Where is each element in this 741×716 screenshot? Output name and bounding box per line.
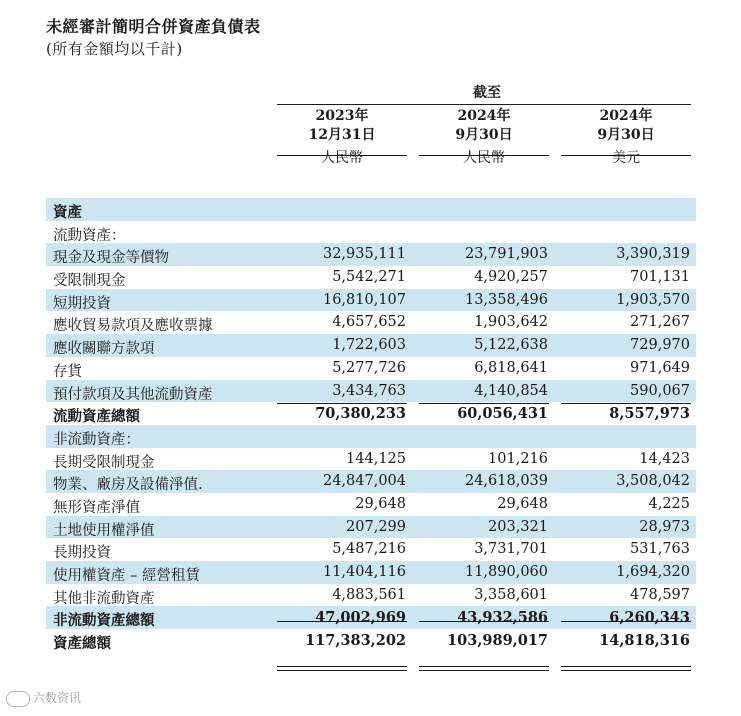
row-value: 3,508,042 <box>616 473 690 490</box>
table-row <box>46 606 696 629</box>
watermark-text: 六数资讯 <box>33 691 82 705</box>
subtotal-rule <box>561 621 691 622</box>
row-value: 14,423 <box>639 450 690 467</box>
row-label: 資產 <box>53 204 82 221</box>
row-label: 非流動資產總額 <box>53 612 155 630</box>
row-value: 117,383,202 <box>305 632 406 650</box>
row-value: 4,225 <box>648 495 690 512</box>
row-value: 8,557,973 <box>609 405 690 423</box>
subtotal-rule <box>419 621 549 622</box>
row-value: 144,125 <box>346 450 406 467</box>
statement-title: 未經審計簡明合併資產負債表 <box>46 17 261 36</box>
row-value: 70,380,233 <box>315 405 406 423</box>
column-date: 9月30日 <box>597 127 655 143</box>
row-value: 24,618,039 <box>464 473 548 490</box>
table-row <box>46 221 696 244</box>
column-currency: 人民幣 <box>463 150 505 166</box>
row-value: 4,140,854 <box>474 382 548 399</box>
row-label: 流動資產總額 <box>53 408 140 426</box>
table-row <box>46 289 696 312</box>
row-value: 3,358,601 <box>474 586 548 603</box>
table-row <box>46 243 696 266</box>
subtotal-rule <box>419 403 549 404</box>
total-double-rule <box>277 666 407 671</box>
row-value: 971,649 <box>630 359 690 376</box>
row-label: 受限制現金 <box>53 273 126 290</box>
column-year: 2024年 <box>599 108 653 124</box>
row-value: 47,002,969 <box>315 609 406 627</box>
column-currency: 美元 <box>612 150 640 166</box>
statement-subtitle: (所有金額均以千計) <box>46 40 183 58</box>
row-value: 271,267 <box>630 314 690 331</box>
row-value: 11,890,060 <box>464 564 548 580</box>
row-value: 5,487,216 <box>332 541 406 558</box>
table-row <box>46 448 696 471</box>
row-value: 3,434,763 <box>332 382 406 399</box>
table-row <box>46 380 696 403</box>
table-row <box>46 357 696 380</box>
row-value: 103,989,017 <box>447 632 548 650</box>
row-value: 701,131 <box>630 269 690 286</box>
column-currency: 人民幣 <box>321 150 363 166</box>
table-row <box>46 516 696 539</box>
row-value: 32,935,111 <box>322 246 406 263</box>
as-of-rule <box>277 104 691 105</box>
column-year: 2024年 <box>457 108 511 124</box>
watermark-logo-icon <box>6 691 30 707</box>
row-label: 應收貿易款項及應收票據 <box>53 318 213 335</box>
row-value: 6,818,641 <box>474 359 548 376</box>
row-value: 5,277,726 <box>332 359 406 376</box>
column-rule <box>419 155 549 156</box>
subtotal-rule <box>277 403 407 404</box>
row-label: 預付款項及其他流動資產 <box>53 386 213 403</box>
row-value: 6,260,343 <box>609 609 690 627</box>
watermark <box>6 689 81 707</box>
column-header-2023-dec <box>277 107 407 168</box>
subtotal-rule <box>277 621 407 622</box>
row-value: 1,722,603 <box>332 337 406 354</box>
column-date: 12月31日 <box>308 127 376 143</box>
row-label: 短期投資 <box>53 295 111 312</box>
row-label: 資產總額 <box>53 635 111 653</box>
table-row <box>46 425 696 448</box>
row-value: 729,970 <box>630 337 690 354</box>
table-row <box>46 538 696 561</box>
row-value: 29,648 <box>355 495 406 512</box>
total-double-rule <box>419 666 549 671</box>
row-value: 531,763 <box>630 541 690 558</box>
table-row <box>46 493 696 516</box>
row-value: 4,883,561 <box>332 586 406 603</box>
table-row <box>46 402 696 425</box>
row-value: 4,657,652 <box>332 314 406 331</box>
row-label: 應收關聯方款項 <box>53 341 155 358</box>
row-label: 長期受限制現金 <box>53 454 155 471</box>
column-rule <box>561 155 691 156</box>
row-label: 存貨 <box>53 363 82 380</box>
row-value: 1,903,642 <box>474 314 548 331</box>
row-value: 3,390,319 <box>616 246 690 263</box>
row-label: 現金及現金等價物 <box>53 250 169 267</box>
row-value: 11,404,116 <box>322 564 406 580</box>
table-row <box>46 334 696 357</box>
row-label: 長期投資 <box>53 545 111 562</box>
table-row <box>46 266 696 289</box>
as-of-header: 截至 <box>473 85 501 101</box>
row-value: 478,597 <box>630 586 690 603</box>
row-label: 非流動資產： <box>53 431 140 448</box>
table-row <box>46 584 696 607</box>
row-label: 土地使用權淨值 <box>53 522 155 539</box>
column-rule <box>277 155 407 156</box>
row-value: 203,321 <box>488 518 548 535</box>
table-row <box>46 311 696 334</box>
row-value: 590,067 <box>630 382 690 399</box>
row-label: 流動資產： <box>53 227 126 244</box>
row-label: 物業、廠房及設備淨值. <box>53 477 203 494</box>
column-date: 9月30日 <box>455 127 513 143</box>
row-value: 1,903,570 <box>616 291 690 308</box>
row-value: 5,542,271 <box>332 269 406 286</box>
row-value: 207,299 <box>346 518 406 535</box>
table-row <box>46 198 696 221</box>
row-value: 24,847,004 <box>322 473 406 490</box>
column-header-2024-sep-rmb <box>419 107 549 168</box>
row-value: 4,920,257 <box>474 269 548 286</box>
row-value: 1,694,320 <box>616 564 690 580</box>
row-value: 43,932,586 <box>457 609 548 627</box>
column-year: 2023年 <box>315 108 369 124</box>
subtotal-rule <box>561 403 691 404</box>
row-value: 101,216 <box>488 450 548 467</box>
row-value: 16,810,107 <box>322 291 406 308</box>
row-value: 60,056,431 <box>457 405 548 423</box>
table-row <box>46 629 696 652</box>
column-header-2024-sep-usd <box>561 107 691 168</box>
row-value: 28,973 <box>639 518 690 535</box>
row-label: 使用權資產 – 經營租賃 <box>53 568 200 584</box>
table-row <box>46 561 696 584</box>
balance-sheet-table <box>46 198 696 652</box>
row-value: 5,122,638 <box>474 337 548 354</box>
row-value: 13,358,496 <box>464 291 548 308</box>
table-row <box>46 470 696 493</box>
row-value: 29,648 <box>497 495 548 512</box>
row-label: 其他非流動資產 <box>53 590 155 607</box>
total-double-rule <box>561 666 691 671</box>
row-value: 23,791,903 <box>464 246 548 263</box>
row-value: 3,731,701 <box>474 541 548 558</box>
row-label: 無形資產淨值 <box>53 499 140 516</box>
row-value: 14,818,316 <box>599 632 690 650</box>
